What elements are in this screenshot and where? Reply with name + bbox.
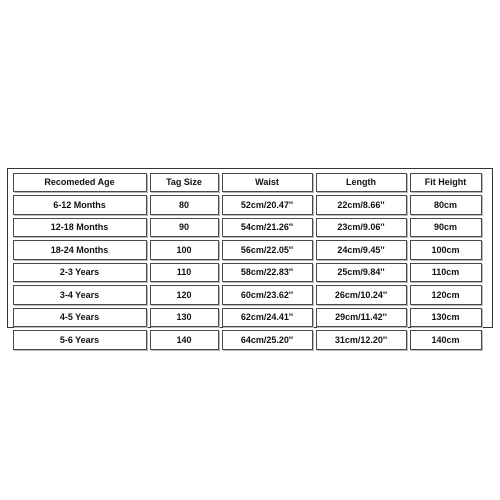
table-row xyxy=(11,216,489,239)
size-chart-table xyxy=(7,168,493,345)
waist-cell: 58cm/22.83'' xyxy=(222,263,313,283)
length-cell: 24cm/9.45'' xyxy=(316,240,407,260)
waist-cell: 64cm/25.20'' xyxy=(222,330,313,350)
header-length: Length xyxy=(316,173,407,193)
table-row xyxy=(11,306,489,329)
age-cell: 5-6 Years xyxy=(13,330,147,350)
length-cell: 31cm/12.20'' xyxy=(316,330,407,350)
table-header-row xyxy=(11,171,489,194)
waist-cell: 60cm/23.62'' xyxy=(222,285,313,305)
table-row xyxy=(11,261,489,284)
waist-cell: 62cm/24.41'' xyxy=(222,308,313,328)
fit-height-cell: 130cm xyxy=(410,308,482,328)
fit-height-cell: 80cm xyxy=(410,195,482,215)
fit-height-cell: 110cm xyxy=(410,263,482,283)
length-cell: 22cm/8.66'' xyxy=(316,195,407,215)
age-cell: 18-24 Months xyxy=(13,240,147,260)
fit-height-cell: 100cm xyxy=(410,240,482,260)
length-cell: 26cm/10.24'' xyxy=(316,285,407,305)
length-cell: 25cm/9.84'' xyxy=(316,263,407,283)
header-waist: Waist xyxy=(222,173,313,193)
age-cell: 6-12 Months xyxy=(13,195,147,215)
waist-cell: 52cm/20.47'' xyxy=(222,195,313,215)
header-recommended-age: Recomeded Age xyxy=(13,173,147,193)
age-cell: 12-18 Months xyxy=(13,218,147,238)
tag-size-cell: 130 xyxy=(150,308,219,328)
table-row xyxy=(11,329,489,352)
fit-height-cell: 90cm xyxy=(410,218,482,238)
age-cell: 4-5 Years xyxy=(13,308,147,328)
waist-cell: 56cm/22.05'' xyxy=(222,240,313,260)
length-cell: 23cm/9.06'' xyxy=(316,218,407,238)
table-row xyxy=(11,239,489,262)
fit-height-cell: 120cm xyxy=(410,285,482,305)
tag-size-cell: 80 xyxy=(150,195,219,215)
header-fit-height: Fit Height xyxy=(410,173,482,193)
fit-height-cell: 140cm xyxy=(410,330,482,350)
header-tag-size: Tag Size xyxy=(150,173,219,193)
tag-size-cell: 90 xyxy=(150,218,219,238)
age-cell: 2-3 Years xyxy=(13,263,147,283)
tag-size-cell: 140 xyxy=(150,330,219,350)
age-cell: 3-4 Years xyxy=(13,285,147,305)
tag-size-cell: 120 xyxy=(150,285,219,305)
tag-size-cell: 100 xyxy=(150,240,219,260)
length-cell: 29cm/11.42'' xyxy=(316,308,407,328)
waist-cell: 54cm/21.26'' xyxy=(222,218,313,238)
table-row xyxy=(11,194,489,217)
tag-size-cell: 110 xyxy=(150,263,219,283)
table-row xyxy=(11,284,489,307)
